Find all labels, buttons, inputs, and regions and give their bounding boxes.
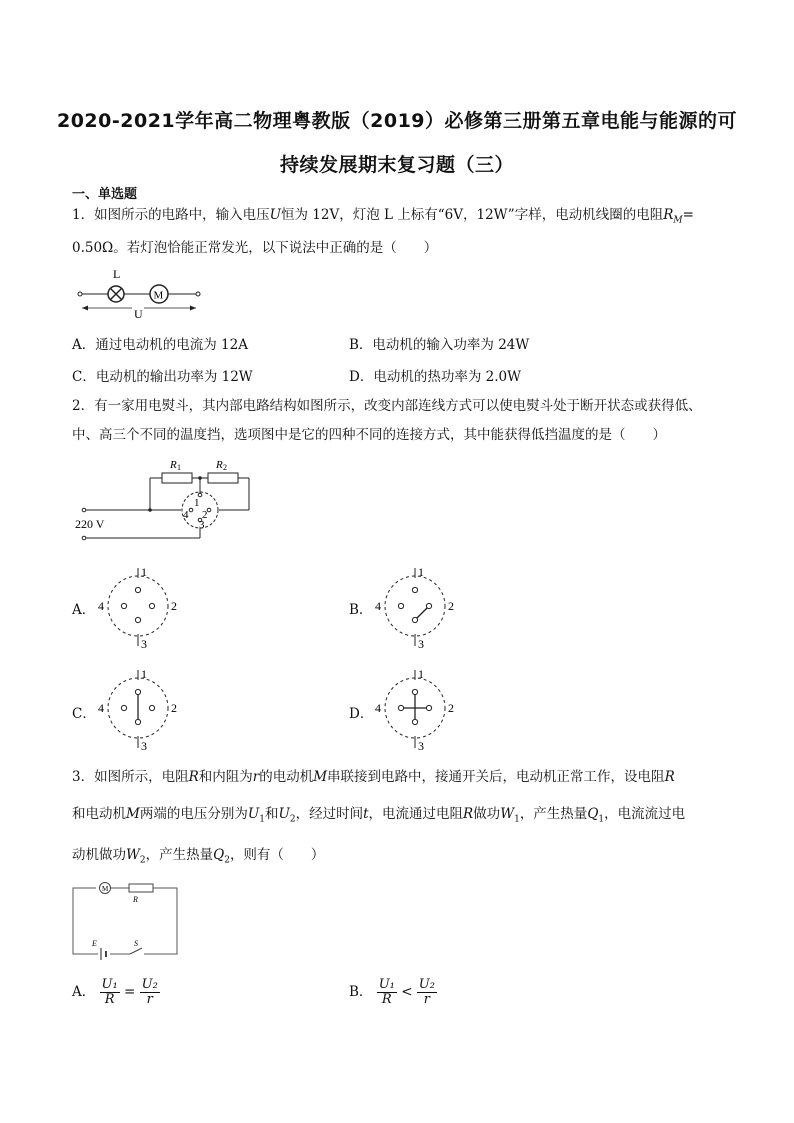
svg-text:E: E — [92, 939, 97, 948]
svg-text:2: 2 — [202, 509, 208, 521]
resistor-r1 — [162, 473, 192, 483]
svg-text:R: R — [170, 459, 177, 471]
svg-text:3: 3 — [418, 637, 424, 651]
q2-option-c-diagram[interactable] — [92, 664, 192, 756]
svg-text:2: 2 — [171, 701, 177, 715]
svg-text:3: 3 — [418, 739, 424, 753]
q2-stem-line1: 2．有一家用电熨斗，其内部电路结构如图所示，改变内部连线方式可以使电熨斗处于断开状态或获得低、 — [72, 398, 702, 414]
svg-text:2: 2 — [171, 599, 177, 613]
svg-text:3: 3 — [141, 637, 147, 651]
svg-text:1: 1 — [177, 463, 181, 472]
svg-text:4: 4 — [375, 599, 381, 613]
q3-stem-line1: 3．如图所示，电阻R和内阻为r的电动机M串联接到电路中，接通开关后，电动机正常工作，设电阻R — [72, 769, 675, 785]
svg-text:4: 4 — [375, 701, 381, 715]
svg-text:3: 3 — [141, 739, 147, 753]
svg-text:4: 4 — [183, 509, 189, 521]
svg-text:220 V: 220 V — [75, 517, 105, 531]
q3-option-b[interactable]: B． $\frac{\text{U₁}}{R}$ < $\frac{\text{U₂}}{r}$ — [349, 977, 435, 1007]
motor-label: M — [153, 289, 164, 302]
q2-option-d[interactable]: D． — [349, 706, 374, 722]
resistor-r2 — [208, 473, 238, 483]
q1-circuit-figure — [76, 262, 206, 322]
lamp-label: L — [113, 267, 121, 281]
q1-option-d[interactable]: D．电动机的热功率为 2.0W — [349, 369, 521, 385]
svg-text:2: 2 — [448, 701, 454, 715]
svg-text:1: 1 — [418, 667, 424, 681]
q2-option-b[interactable]: B． — [349, 602, 373, 618]
svg-text:M: M — [102, 885, 109, 893]
q1-option-c[interactable]: C．电动机的输出功率为 12W — [72, 369, 253, 385]
q3-stem-line3: 动机做功$W_2$，产生热量$Q_2$，则有（ ） — [72, 847, 325, 866]
svg-text:4: 4 — [98, 599, 104, 613]
svg-text:R: R — [216, 459, 223, 471]
resistor-icon — [129, 884, 153, 892]
q3-option-a[interactable]: A． $\frac{\text{U₁}}{R}$ = $\frac{\text{U₂}}{r}$ — [72, 977, 158, 1007]
svg-text:4: 4 — [98, 701, 104, 715]
svg-text:1: 1 — [418, 565, 424, 579]
q1-option-b[interactable]: B．电动机的输入功率为 24W — [349, 337, 530, 353]
svg-text:2: 2 — [223, 463, 227, 472]
q1-stem-line1: 1．如图所示的电路中，输入电压U恒为 12V，灯泡 L 上标有“6V，12W”字样，电动机线圈的电阻$R_M=$ — [72, 207, 694, 226]
q1-option-a[interactable]: A．通过电动机的电流为 12A — [72, 337, 248, 353]
q2-option-a[interactable]: A． — [72, 602, 96, 618]
q2-option-a-diagram[interactable] — [92, 562, 192, 654]
q2-option-b-diagram[interactable] — [369, 562, 469, 654]
q3-stem-line2: 和电动机M两端的电压分别为$U_1$和$U_2$，经过时间t，电流通过电阻R做功$W_1$，产生热量$Q_1$，电流流过电 — [72, 806, 686, 825]
page-title: 2020-2021学年高二物理粤教版（2019）必修第三册第五章电能与能源的可 — [56, 110, 738, 132]
svg-text:2: 2 — [448, 599, 454, 613]
page-title-line2: 持续发展期末复习题（三） — [279, 154, 514, 176]
svg-text:3: 3 — [199, 519, 205, 531]
q2-stem-line2: 中、高三个不同的温度挡，选项图中是它的四种不同的连接方式，其中能获得低挡温度的是（ ） — [72, 427, 666, 443]
q2-option-c[interactable]: C． — [72, 706, 96, 722]
section-heading: 一、单选题 — [72, 187, 138, 202]
voltage-label: U — [134, 307, 143, 321]
svg-text:S: S — [134, 939, 138, 948]
q3-circuit-figure — [70, 878, 182, 960]
svg-text:1: 1 — [194, 497, 200, 509]
svg-text:R: R — [133, 895, 138, 904]
q1-stem-line2: 0.50Ω。若灯泡恰能正常发光，以下说法中正确的是（ ） — [72, 240, 438, 256]
svg-text:1: 1 — [141, 667, 147, 681]
q2-iron-circuit-figure — [72, 456, 262, 548]
svg-text:1: 1 — [141, 565, 147, 579]
q2-option-d-diagram[interactable] — [369, 664, 469, 756]
